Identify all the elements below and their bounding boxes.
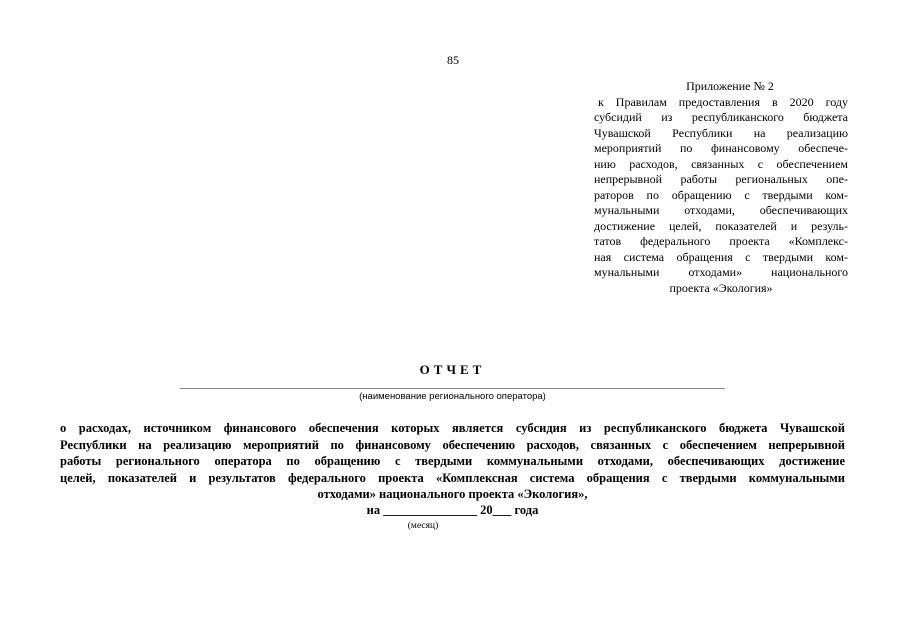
operator-caption: (наименование регионального оператора) (359, 391, 546, 402)
appendix-line: непрерывной работы региональных опе- (594, 172, 848, 186)
appendix-line: мероприятий по финансовому обеспече- (594, 141, 848, 155)
page-number: 85 (447, 53, 459, 67)
report-title: ОТЧЕТ (419, 362, 486, 377)
report-description-line: работы регионального оператора по обращению с твердыми коммунальными отходами, обеспечивающих достижение (60, 454, 845, 468)
report-description-line: целей, показателей и результатов федерального проекта «Комплексная система обращения с твердыми коммунальными (60, 470, 845, 485)
appendix-line: татов федерального проекта «Комплекс- (594, 234, 848, 248)
appendix-block (594, 79, 848, 296)
report-period-line: на _______________ 20___ года (366, 503, 539, 517)
appendix-line: мунальными отходами, обеспечивающих (594, 203, 848, 217)
appendix-line: достижение целей, показателей и резуль- (594, 218, 848, 233)
month-caption: (месяц) (407, 521, 439, 531)
appendix-line: нию расходов, связанных с обеспечением (594, 156, 848, 171)
appendix-line: ная система обращения с твердыми ком- (594, 249, 848, 264)
appendix-line: мунальными отходами» национального (594, 265, 848, 279)
report-description-line: Республики на реализацию мероприятий по финансовому обеспечению расходов, связанных с обеспечением непрерывной (60, 437, 845, 452)
appendix-title: Приложение № 2 (686, 79, 774, 93)
appendix-line: проекта «Экология» (669, 280, 773, 295)
appendix-line: к Правилам предоставления в 2020 году (598, 94, 848, 109)
report-description-line: отходами» национального проекта «Экология», (317, 487, 588, 501)
report-description-line: о расходах, источником финансового обеспечения которых является субсидия из республиканского бюджета Чувашской (60, 421, 845, 435)
appendix-line: субсидий из республиканского бюджета (594, 110, 848, 124)
report-description (60, 420, 845, 503)
appendix-line: Чувашской Республики на реализацию (594, 125, 848, 140)
appendix-line: раторов по обращению с твердыми ком- (594, 187, 848, 202)
operator-name-blank-line (180, 388, 725, 389)
